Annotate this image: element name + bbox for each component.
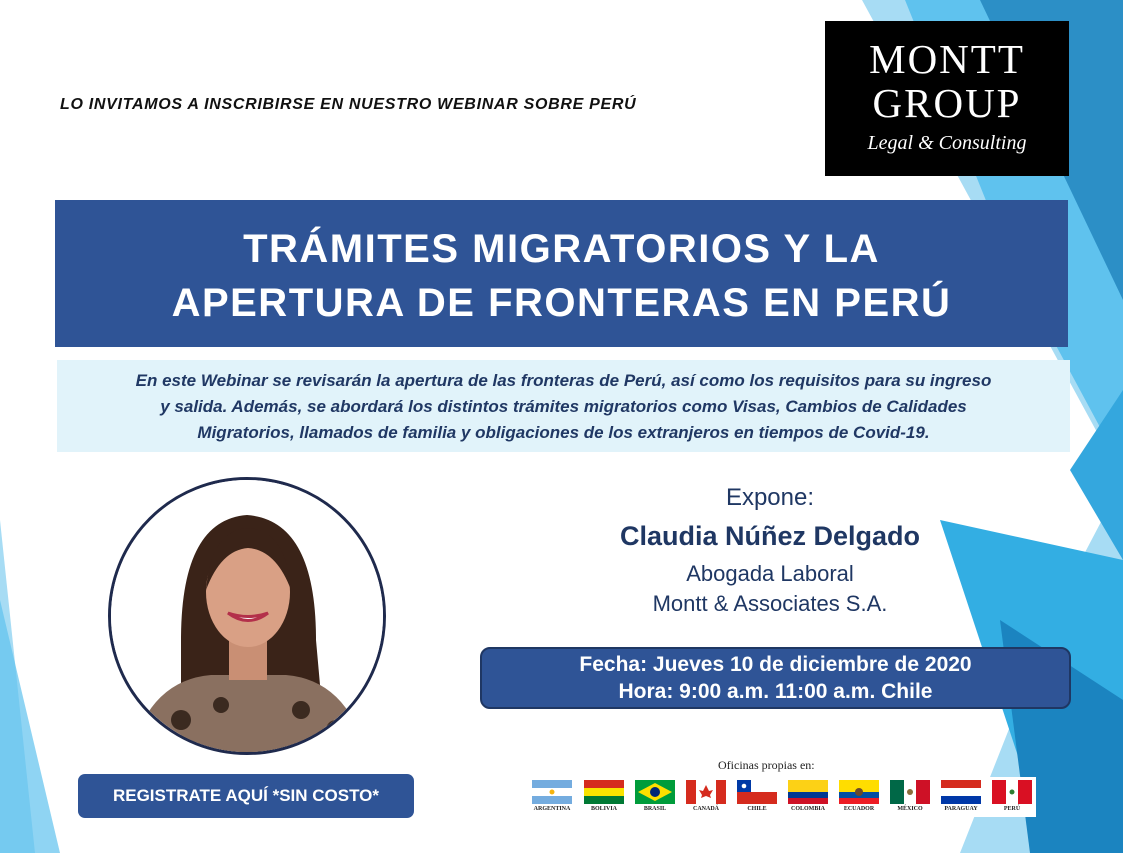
speaker-role: Abogada Laboral xyxy=(686,561,854,586)
flag-ecuador xyxy=(837,780,881,812)
flag-mexico xyxy=(888,780,932,812)
title-line1: TRÁMITES MIGRATORIOS Y LA xyxy=(243,227,880,271)
offices-label: Oficinas propias en: xyxy=(718,758,815,772)
flag-paraguay xyxy=(939,780,983,812)
paraguay-flag-icon xyxy=(941,780,981,804)
logo-line1: MONTT xyxy=(869,36,1025,82)
bolivia-flag-icon xyxy=(584,780,624,804)
flag-label: BRASIL xyxy=(643,806,667,812)
description-text xyxy=(67,368,1060,446)
speaker-firm: Montt & Associates S.A. xyxy=(652,591,888,616)
event-time: Hora: 9:00 a.m. 11:00 a.m. Chile xyxy=(618,680,933,703)
flag-canada xyxy=(684,780,728,812)
country-flags xyxy=(528,777,1036,817)
invite-text: LO INVITAMOS A INSCRIBIRSE EN NUESTRO WEBINAR SOBRE PERÚ xyxy=(60,96,637,113)
flag-peru xyxy=(990,780,1034,812)
peru-flag-icon xyxy=(992,780,1032,804)
title-banner xyxy=(55,200,1068,347)
flag-label: MÉXICO xyxy=(897,806,923,812)
flag-label: ARGENTINA xyxy=(533,806,571,812)
flag-colombia xyxy=(786,780,830,812)
description-line3: Migratorios, llamados de familia y obligaciones de los extranjeros en tiempos de Covid-19. xyxy=(197,423,930,442)
argentina-flag-icon xyxy=(532,780,572,804)
speaker-photo xyxy=(108,477,386,755)
flag-label: COLOMBIA xyxy=(790,806,825,812)
colombia-flag-icon xyxy=(788,780,828,804)
brasil-flag-icon xyxy=(635,780,675,804)
flag-chile xyxy=(735,780,779,812)
speaker-name: Claudia Núñez Delgado xyxy=(619,521,921,551)
mexico-flag-icon xyxy=(890,780,930,804)
chile-flag-icon xyxy=(737,780,777,804)
ecuador-flag-icon xyxy=(839,780,879,804)
title-line2: APERTURA DE FRONTERAS EN PERÚ xyxy=(171,281,952,325)
event-date: Fecha: Jueves 10 de diciembre de 2020 xyxy=(579,653,972,676)
speaker-label: Expone: xyxy=(725,484,815,511)
logo-line2: GROUP xyxy=(872,80,1022,126)
canada-flag-icon xyxy=(686,780,726,804)
montt-group-logo xyxy=(825,21,1069,176)
description-line2: y salida. Además, se abordará los distintos trámites migratorios como Visas, Cambios de Calidades xyxy=(160,397,967,416)
flag-label: PARAGUAY xyxy=(944,806,978,812)
flag-label: PERÚ xyxy=(1003,806,1021,812)
description-box xyxy=(57,360,1070,452)
description-line1: En este Webinar se revisarán la apertura de las fronteras de Perú, así como los requisitos para su ingreso xyxy=(135,371,992,390)
flag-brasil xyxy=(633,780,677,812)
flag-label: ECUADOR xyxy=(843,806,875,812)
page-title xyxy=(55,222,1068,330)
flag-label: BOLIVIA xyxy=(590,806,617,812)
schedule-box xyxy=(480,647,1071,709)
flag-argentina xyxy=(530,780,574,812)
flag-bolivia xyxy=(582,780,626,812)
flag-label: CANADÁ xyxy=(693,806,719,812)
flag-label: CHILE xyxy=(747,806,767,812)
logo-tagline: Legal & Consulting xyxy=(867,132,1027,154)
register-button[interactable]: REGISTRATE AQUÍ *SIN COSTO* xyxy=(78,774,414,818)
